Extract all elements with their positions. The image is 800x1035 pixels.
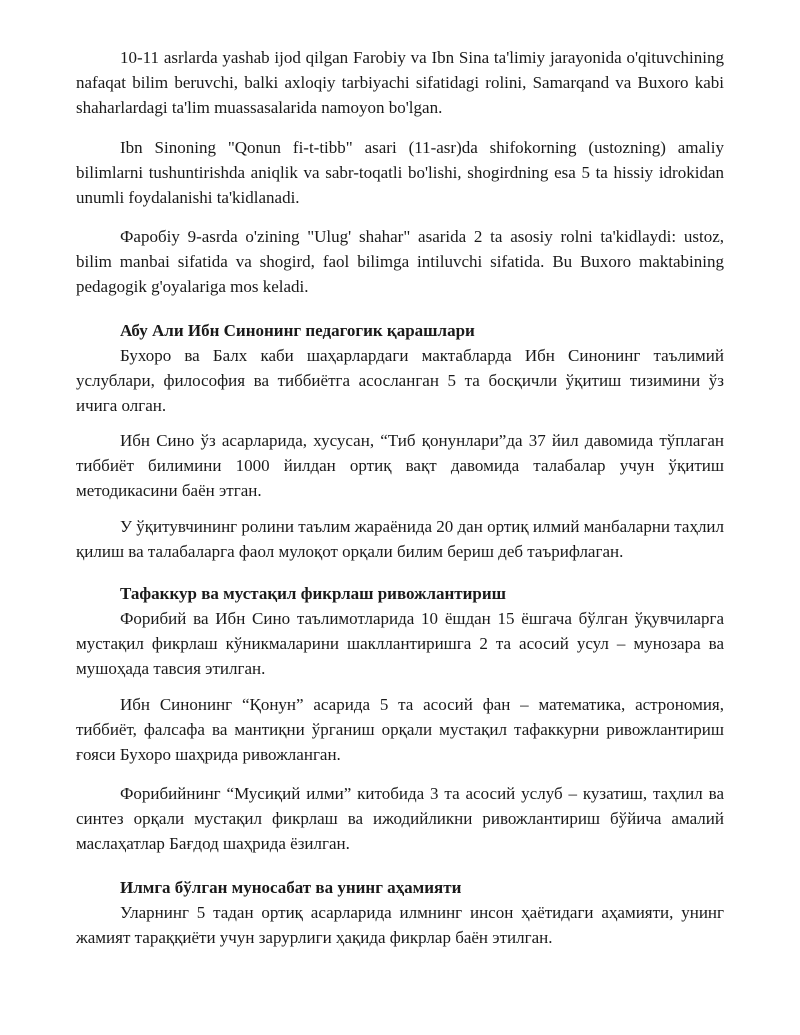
paragraph-qonun-five-sciences bbox=[76, 692, 724, 767]
paragraph-ulug-shahar bbox=[76, 224, 724, 299]
section-lead-paragraph: Уларнинг 5 тадан ортиқ асарларида илмнинг инсон ҳаётидаги аҳамияти, унинг жамият тараққиёти учун зарурлиги ҳақида фикрлар баён этилган. bbox=[76, 903, 724, 947]
paragraph-text: Форибийнинг “Мусиқий илми” китобида 3 та асосий услуб – кузатиш, таҳлил ва синтез орқали мустақил фикрлаш ва ижодийликни ривожлантириш бўйича амалий маслаҳатлар Бағдод шаҳрида ёзилган. bbox=[76, 784, 724, 853]
paragraph-musiqiy-ilmi bbox=[76, 781, 724, 856]
paragraph-teacher-role bbox=[76, 514, 724, 564]
section-independent-thinking bbox=[76, 581, 724, 681]
section-lead-paragraph: Бухоро ва Балх каби шаҳарлардаги мактабларда Ибн Синонинг таълимий услублари, философия ва тиббиётга асосланган 5 та босқичли ўқитиш тизимини ўз ичига олган. bbox=[76, 346, 724, 415]
paragraph-text: 10-11 asrlarda yashab ijod qilgan Farobiy va Ibn Sina ta'limiy jarayonida o'qituvchining nafaqat bilim beruvchi, balki axloqiy tarbiyachi sifatidagi rolini, Samarqand va Buxoro kabi shaharlardagi ta'lim muassasalarida namoyon bo'lgan. bbox=[76, 48, 724, 117]
paragraph-text: Ибн Сино ўз асарларида, хусусан, “Тиб қонунлари”да 37 йил давомида тўплаган тиббиёт билимини 1000 йилдан ортиқ вақт давомида талабалар учун ўқитиш методикасини баён этган. bbox=[76, 431, 724, 500]
section-lead-paragraph: Форибий ва Ибн Сино таълимотларида 10 ёшдан 15 ёшгача бўлган ўқувчиларга мустақил фикрлаш кўникмаларини шакллантиришга 2 та асосий усул – мунозара ва мушоҳада тавсия этилган. bbox=[76, 609, 724, 678]
paragraph-tib-qonunlari bbox=[76, 428, 724, 503]
paragraph-qonun-fi-t-tibb bbox=[76, 135, 724, 210]
section-heading: Илмга бўлган муносабат ва унинг аҳамияти bbox=[120, 878, 462, 897]
section-attitude-to-knowledge bbox=[76, 875, 724, 950]
paragraph-text: Фаробiy 9-asrda o'zining "Ulug' shahar" asarida 2 ta asosiy rolni ta'kidlaydi: ustoz, bilim manbai sifatida va shogird, faol bilimga intiluvchi sifatida. Bu Buxoro maktabining pedagogik g'oyalariga mos keladi. bbox=[76, 227, 724, 296]
paragraph-text: У ўқитувчининг ролини таълим жараёнида 20 дан ортиқ илмий манбаларни таҳлил қилиш ва талабаларга фаол мулоқот орқали билим бериш деб таърифлаган. bbox=[76, 517, 725, 561]
section-heading: Тафаккур ва мустақил фикрлаш ривожлантириш bbox=[120, 584, 507, 603]
paragraph-text: Ibn Sinoning "Qonun fi-t-tibb" asari (11-asr)da shifokorning (ustozning) amaliy bilimlarni tushuntirishda aniqlik va sabr-toqatli bo'lishi, shogirdning esa 5 ta hissiy idrokidan unumli foydalanishi ta'kidlanadi. bbox=[76, 138, 724, 207]
paragraph-text: Ибн Синонинг “Қонун” асарида 5 та асосий фан – математика, астрономия, тиббиёт, фалсафа ва мантиқни ўрганиш орқали мустақил тафаккурни ривожлантириш ғояси Бухоро шаҳрида ривожланган. bbox=[76, 695, 724, 764]
paragraph-farobiy-ibn-sina bbox=[76, 45, 724, 120]
section-pedagogical-views bbox=[76, 318, 724, 418]
section-heading: Абу Али Ибн Синонинг педагогик қарашлари bbox=[120, 321, 475, 340]
